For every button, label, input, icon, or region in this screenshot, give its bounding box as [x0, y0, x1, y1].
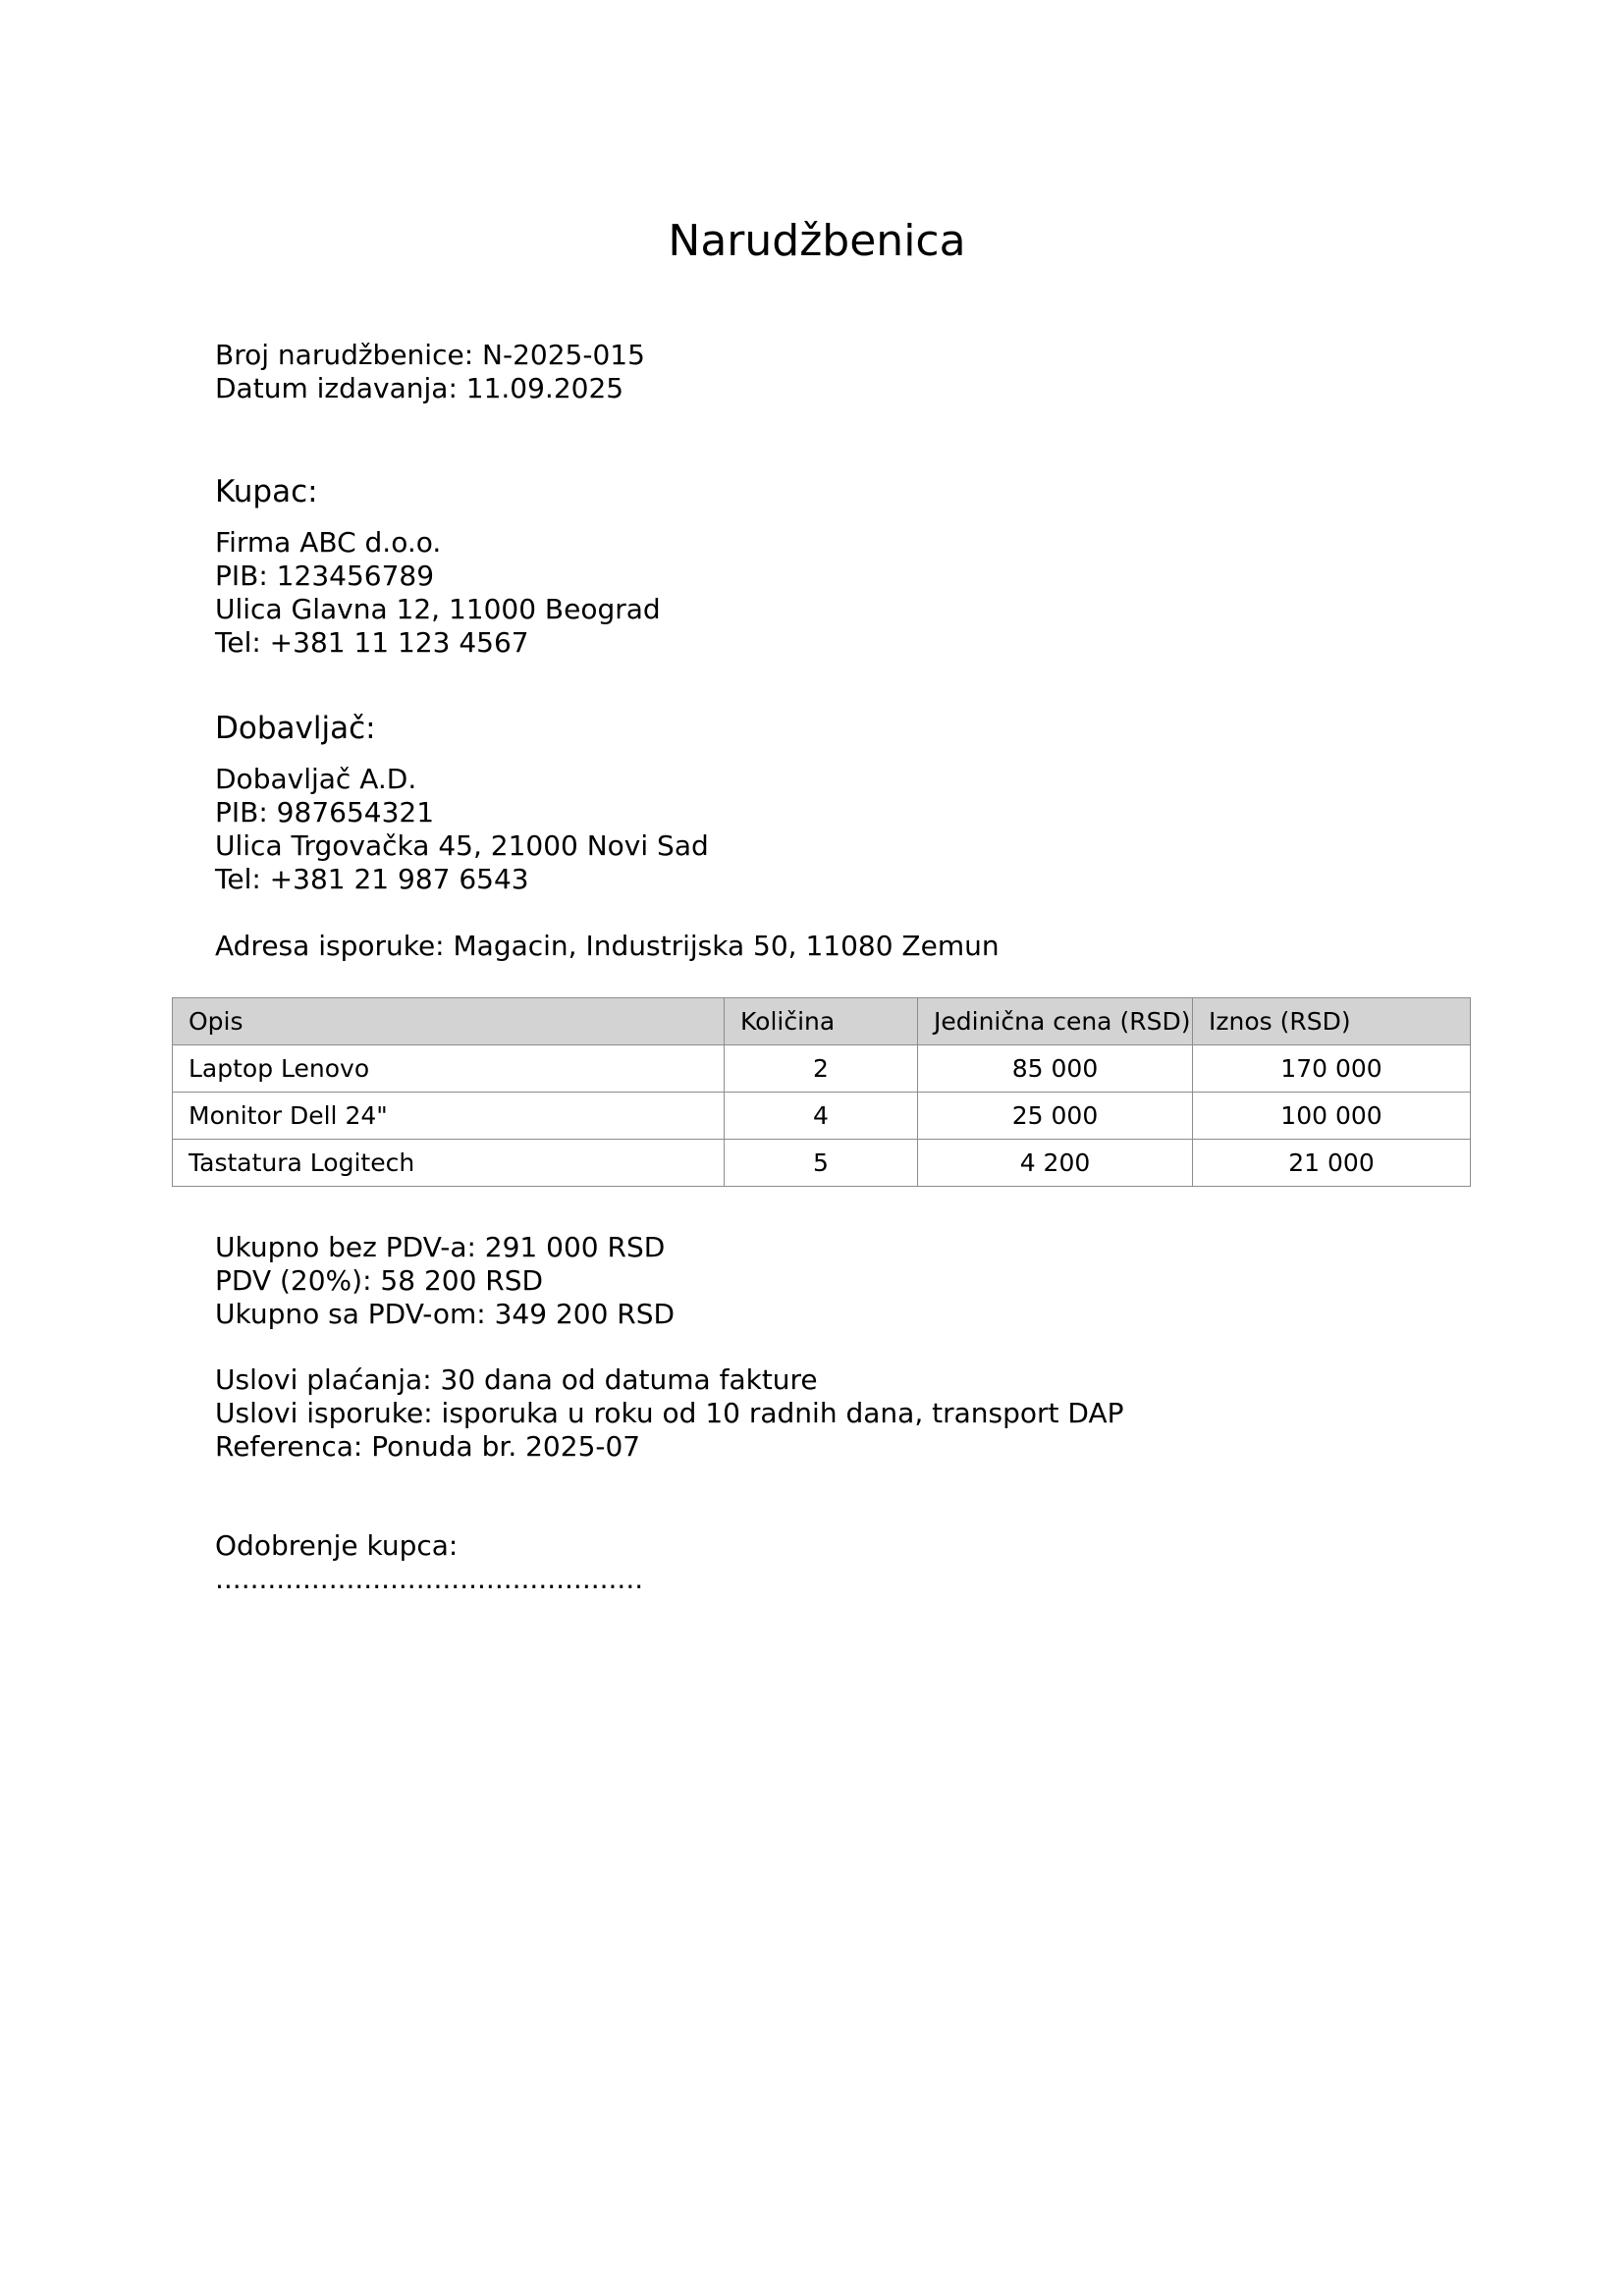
table-row — [173, 1140, 1471, 1187]
buyer-heading: Kupac: — [215, 474, 318, 509]
buyer-name: Firma ABC d.o.o. — [215, 526, 442, 559]
order-info — [215, 339, 645, 405]
column-header: Količina — [725, 998, 918, 1045]
item-quantity: 4 — [725, 1093, 918, 1140]
approval — [215, 1529, 643, 1596]
terms — [215, 1363, 1124, 1464]
supplier-heading: Dobavljač: — [215, 711, 376, 746]
item-description: Laptop Lenovo — [173, 1045, 725, 1093]
table-row — [173, 1093, 1471, 1140]
item-quantity: 2 — [725, 1045, 918, 1093]
issue-date: Datum izdavanja: 11.09.2025 — [215, 372, 624, 404]
column-header: Jedinična cena (RSD) — [918, 998, 1193, 1045]
totals — [215, 1231, 675, 1331]
item-quantity: 5 — [725, 1140, 918, 1187]
item-unit-price: 85 000 — [918, 1045, 1193, 1093]
buyer-phone: Tel: +381 11 123 4567 — [215, 626, 529, 659]
delivery-address: Adresa isporuke: Magacin, Industrijska 50, 11080 Zemun — [215, 930, 1000, 962]
table-row — [173, 1045, 1471, 1093]
page-title: Narudžbenica — [668, 216, 966, 266]
item-unit-price: 4 200 — [918, 1140, 1193, 1187]
supplier-details — [215, 763, 709, 896]
grand-total: Ukupno sa PDV-om: 349 200 RSD — [215, 1298, 676, 1330]
signature-line: ................................................. — [215, 1563, 644, 1595]
delivery-terms: Uslovi isporuke: isporuka u roku od 10 radnih dana, transport DAP — [215, 1397, 1124, 1429]
subtotal: Ukupno bez PDV-a: 291 000 RSD — [215, 1231, 666, 1263]
item-description: Monitor Dell 24" — [173, 1093, 725, 1140]
reference: Referenca: Ponuda br. 2025-07 — [215, 1430, 641, 1463]
payment-terms: Uslovi plaćanja: 30 dana od datuma fakture — [215, 1363, 818, 1396]
buyer-pib: PIB: 123456789 — [215, 560, 435, 592]
item-amount: 21 000 — [1193, 1140, 1471, 1187]
column-header: Iznos (RSD) — [1193, 998, 1471, 1045]
supplier-address: Ulica Trgovačka 45, 21000 Novi Sad — [215, 829, 709, 862]
approval-label: Odobrenje kupca: — [215, 1529, 459, 1562]
supplier-pib: PIB: 987654321 — [215, 796, 435, 828]
item-description: Tastatura Logitech — [173, 1140, 725, 1187]
column-header: Opis — [173, 998, 725, 1045]
table-header-row — [173, 998, 1471, 1045]
order-number: Broj narudžbenice: N-2025-015 — [215, 339, 645, 371]
items-table — [172, 997, 1471, 1187]
item-amount: 100 000 — [1193, 1093, 1471, 1140]
item-unit-price: 25 000 — [918, 1093, 1193, 1140]
supplier-phone: Tel: +381 21 987 6543 — [215, 863, 529, 895]
item-amount: 170 000 — [1193, 1045, 1471, 1093]
buyer-address: Ulica Glavna 12, 11000 Beograd — [215, 593, 661, 625]
buyer-details — [215, 526, 661, 660]
vat-amount: PDV (20%): 58 200 RSD — [215, 1264, 544, 1297]
supplier-name: Dobavljač A.D. — [215, 763, 417, 795]
